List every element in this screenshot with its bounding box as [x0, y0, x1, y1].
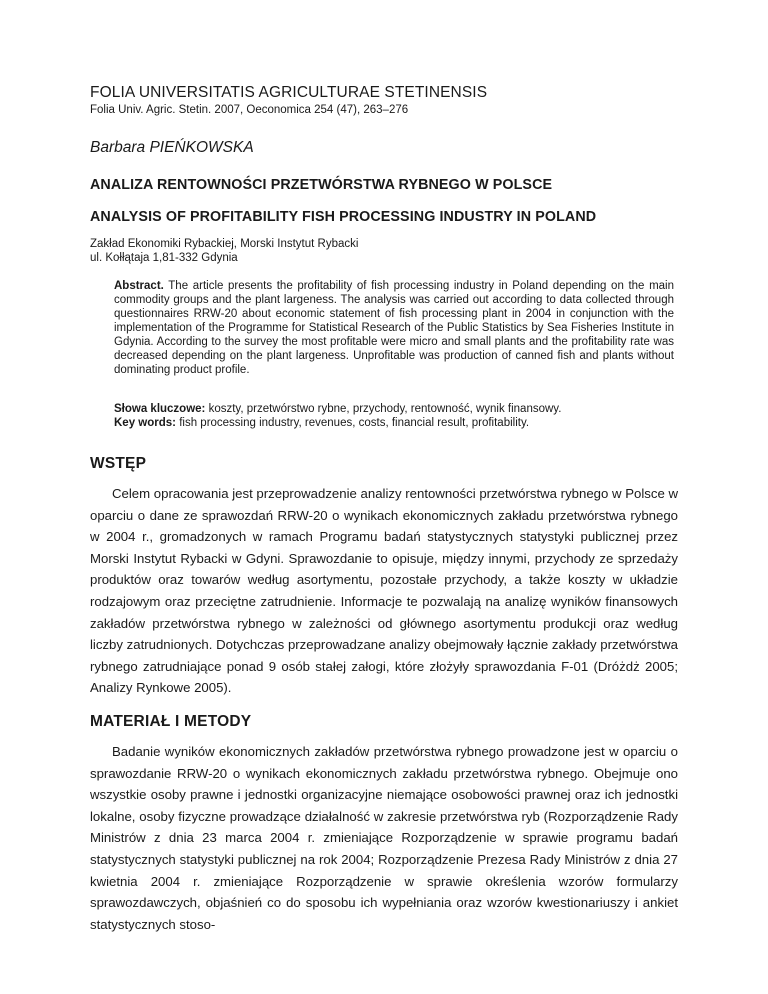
- keywords-polish-text: koszty, przetwórstwo rybne, przychody, rentowność, wynik finansowy.: [208, 403, 562, 415]
- section-text-introduction: Celem opracowania jest przeprowadzenie analizy rentowności przetwórstwa rybnego w Polsce w oparciu o dane ze sprawozdań RRW-20 o wynikach ekonomicznych zakładu przetwórstwa rybnego w 2004 r., gromadzonych w ramach Programu badań statystycznych statystyki publicznej przez Morski Instytut Rybacki w Gdyni. Sprawozdanie to opisuje, między innymi, przychody ze sprzedaży produktów oraz towarów według asortymentu, pozostałe przychody, a także koszty w układzie rodzajowym oraz przeciętne zatrudnienie. Informacje te pozwalają na analizę wyników finansowych zakładów przetwórstwa rybnego w zależności od głównego asortymentu produkcji oraz według liczby zatrudnionych. Dotychczas przeprowadzane analizy obejmowały łącznie zakłady przetwórstwa rybnego zatrudniające ponad 9 osób stałej załogi, które złożyły sprawozdania F-01 (Dróżdż 2005; Analizy Rynkowe 2005).: [90, 486, 678, 696]
- keywords-english: [114, 416, 674, 430]
- keywords: [114, 402, 674, 430]
- keywords-polish: [114, 402, 674, 416]
- affiliation: [90, 237, 358, 265]
- keywords-english-label: Key words:: [114, 417, 176, 429]
- author-name: Barbara PIEŃKOWSKA: [90, 139, 254, 156]
- section-heading-introduction: WSTĘP: [90, 455, 147, 472]
- keywords-english-text: fish processing industry, revenues, costs, financial result, profitability.: [179, 417, 530, 429]
- abstract-label: Abstract.: [114, 280, 164, 292]
- section-heading-methods: MATERIAŁ I METODY: [90, 713, 252, 730]
- affiliation-institute: Zakład Ekonomiki Rybackiej, Morski Instytut Rybacki: [90, 238, 359, 250]
- affiliation-address: ul. Kołłątaja 1,81-332 Gdynia: [90, 252, 238, 264]
- abstract: [114, 279, 674, 377]
- section-text-methods: Badanie wyników ekonomicznych zakładów przetwórstwa rybnego prowadzone jest w oparciu o sprawozdanie RRW-20 o wynikach ekonomicznych zakładu przetwórstwa rybnego. Obejmuje ono wszystkie osoby prawne i jednostki organizacyjne niemające osobowości prawnej oraz ich jednostki lokalne, osoby fizyczne prowadzące działalność w zakresie przetwórstwa ryb (Rozporządzenie Rady Ministrów z dnia 23 marca 2004 r. zmieniające Rozporządzenie w sprawie programu badań statystycznych statystyki publicznej na rok 2004; Rozporządzenie Prezesa Rady Ministrów z dnia 27 kwietnia 2004 r. zmieniające Rozporządzenie w sprawie określenia wzorów formularzy sprawozdawczych, objaśnień co do sposobu ich wypełniania oraz wzorów kwestionariuszy i ankiet statystycznych stoso-: [90, 744, 678, 932]
- title-english: ANALYSIS OF PROFITABILITY FISH PROCESSING INDUSTRY IN POLAND: [90, 209, 597, 225]
- title-polish: ANALIZA RENTOWNOŚCI PRZETWÓRSTWA RYBNEGO W POLSCE: [90, 177, 553, 193]
- abstract-text: The article presents the profitability of fish processing industry in Poland depending on the main commodity groups and the plant largeness. The analysis was carried out according to data collected through questionnaires RRW-20 about economic statement of fish processing plant in 2004 in conjunction with the implementation of the Programme for Statistical Research of the Public Statistics by Sea Fisheries Institute in Gdynia. According to the survey the most profitable were micro and small plants and the profitability rate was decreased depending on the plant largeness. Unprofitable was production of canned fish and plants without dominating product profile.: [114, 280, 674, 376]
- keywords-polish-label: Słowa kluczowe:: [114, 403, 206, 415]
- journal-name: FOLIA UNIVERSITATIS AGRICULTURAE STETINENSIS: [90, 84, 488, 101]
- journal-citation: Folia Univ. Agric. Stetin. 2007, Oeconomica 254 (47), 263–276: [90, 104, 409, 116]
